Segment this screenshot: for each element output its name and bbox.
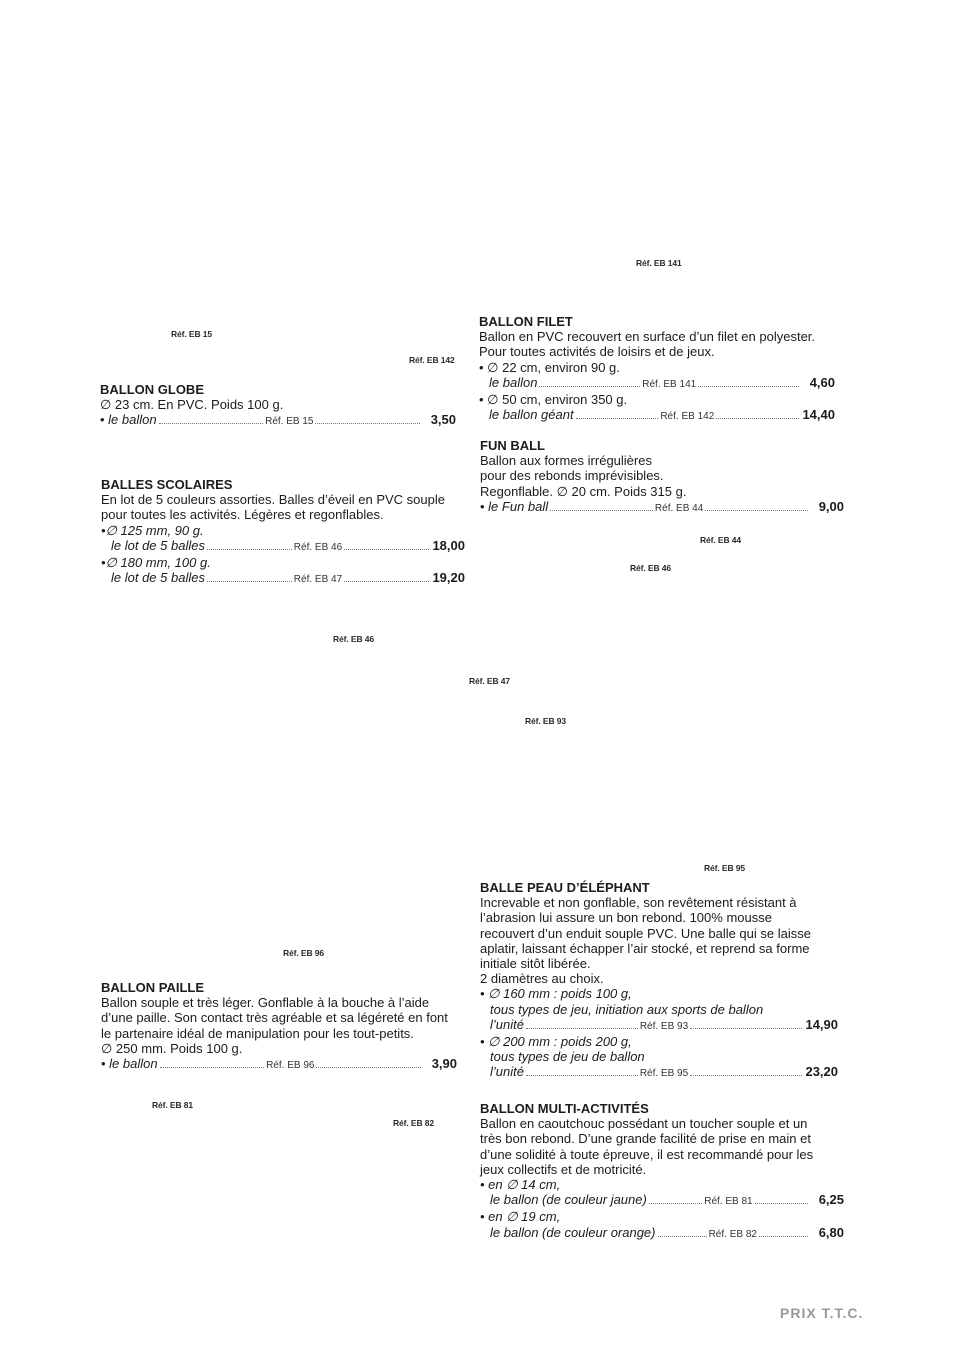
price-line	[479, 375, 835, 392]
product-description: ∅ 250 mm. Poids 100 g.	[101, 1040, 243, 1056]
product-balle-peau-elephant	[480, 880, 838, 1082]
item-label: le lot de 5 balles	[111, 570, 205, 586]
dot-leader	[759, 1236, 808, 1237]
item-label: le ballon	[489, 374, 538, 390]
item-ref: Réf. EB 44	[654, 502, 704, 514]
ref-tag-eb47: Réf. EB 47	[469, 676, 511, 686]
product-title: BALLON MULTI-ACTIVITÉS	[480, 1101, 649, 1116]
price-line	[480, 1192, 844, 1209]
option-spec: •∅ 125 mm, 90 g.	[101, 522, 204, 538]
item-label: le lot de 5 balles	[111, 537, 205, 553]
bullet: •	[101, 1056, 110, 1072]
price-line	[480, 1225, 844, 1242]
product-description: jeux collectifs et de motricité.	[480, 1161, 647, 1177]
dot-leader	[690, 1028, 802, 1029]
product-ballon-paille	[101, 980, 457, 1073]
option-spec: • en ∅ 14 cm,	[480, 1177, 561, 1193]
prices-footer: PRIX T.T.C.	[780, 1305, 864, 1321]
product-description: Ballon en caoutchouc possédant un toucher souple et un	[480, 1116, 808, 1132]
bullet: •	[480, 498, 489, 514]
bullet: •	[100, 412, 109, 428]
ref-tag-eb142: Réf. EB 142	[409, 355, 455, 365]
product-description: l’abrasion lui assure un bon rebond. 100% mousse	[480, 910, 772, 926]
item-ref: Réf. EB 96	[266, 1060, 315, 1072]
dot-leader	[755, 1203, 808, 1204]
option-usage: tous types de jeu de ballon	[490, 1049, 645, 1065]
item-ref: Réf. EB 47	[293, 574, 343, 586]
item-label: le ballon	[109, 1056, 158, 1072]
dot-leader	[690, 1075, 802, 1076]
product-description: Ballon souple et très léger. Gonflable à la bouche à l’aide	[101, 995, 430, 1011]
item-price: 14,40	[802, 407, 835, 423]
product-description: recouvert d’un enduit souple PVC. Une balle qui se laisse	[480, 925, 811, 941]
product-description: initiale sitôt libérée.	[480, 956, 591, 972]
product-description: le partenaire idéal de manipulation pour les tout-petits.	[101, 1025, 414, 1041]
dot-leader	[526, 1028, 638, 1029]
item-label: l’unité	[490, 1064, 524, 1080]
dot-leader	[159, 423, 264, 424]
product-fun-ball	[480, 438, 844, 516]
product-ballon-multi-activites	[480, 1101, 844, 1242]
item-price: 14,90	[805, 1016, 839, 1032]
product-description: ∅ 23 cm. En PVC. Poids 100 g.	[100, 397, 284, 413]
item-ref: Réf. EB 46	[293, 541, 343, 553]
item-price: 6,25	[818, 1192, 844, 1208]
price-line	[480, 1017, 838, 1034]
item-price: 9,00	[818, 498, 845, 514]
product-description: 2 diamètres au choix.	[480, 971, 604, 987]
dot-leader	[344, 549, 429, 550]
product-description: En lot de 5 couleurs assorties. Balles d’éveil en PVC souple	[101, 492, 445, 508]
product-description: Ballon aux formes irrégulières	[480, 453, 652, 469]
dot-leader	[526, 1075, 638, 1076]
ref-tag-eb82: Réf. EB 82	[393, 1118, 435, 1128]
product-title: BALLE PEAU D’ÉLÉPHANT	[480, 880, 650, 895]
item-label: le ballon géant	[489, 407, 574, 423]
dot-leader	[698, 386, 799, 387]
product-description: Ballon en PVC recouvert en surface d’un filet en polyester.	[479, 329, 816, 345]
ref-tag-eb93: Réf. EB 93	[525, 716, 567, 726]
price-line	[101, 1056, 457, 1073]
product-description: Increvable et non gonflable, son revêtement résistant à	[480, 895, 797, 911]
dot-leader	[344, 581, 429, 582]
item-label: le ballon (de couleur jaune)	[490, 1192, 647, 1208]
ref-tag-eb15: Réf. EB 15	[171, 329, 213, 339]
dot-leader	[207, 581, 292, 582]
option-spec: • ∅ 160 mm : poids 100 g,	[480, 986, 632, 1002]
price-line	[479, 407, 835, 424]
ref-tag-eb44: Réf. EB 44	[700, 535, 742, 545]
option-spec: • ∅ 50 cm, environ 350 g.	[479, 392, 628, 408]
price-line	[101, 538, 465, 555]
item-ref: Réf. EB 15	[265, 416, 314, 428]
item-label: l’unité	[490, 1016, 524, 1032]
dot-leader	[705, 510, 808, 511]
item-label: le ballon (de couleur orange)	[490, 1224, 656, 1240]
item-price: 3,90	[431, 1056, 457, 1072]
dot-leader	[649, 1203, 702, 1204]
item-price: 18,00	[432, 537, 465, 553]
product-ballon-globe	[100, 382, 456, 430]
ref-tag-eb95: Réf. EB 95	[704, 863, 746, 873]
dot-leader	[160, 1067, 265, 1068]
product-title: BALLON FILET	[479, 314, 573, 329]
product-balles-scolaires	[101, 477, 465, 587]
product-title: BALLON GLOBE	[100, 382, 204, 397]
item-price: 6,80	[818, 1224, 845, 1240]
item-label: le ballon	[108, 412, 157, 428]
option-spec: • ∅ 22 cm, environ 90 g.	[479, 359, 620, 375]
product-description: aplatir, laissant échapper l’air stocké, et reprend sa forme	[480, 940, 810, 956]
product-description: pour des rebonds imprévisibles.	[480, 468, 664, 484]
option-spec: •∅ 180 mm, 100 g.	[101, 555, 211, 571]
product-title: FUN BALL	[480, 438, 545, 453]
dot-leader	[539, 386, 640, 387]
product-ballon-filet	[479, 314, 835, 424]
price-line	[480, 499, 844, 516]
dot-leader	[550, 510, 653, 511]
product-description: très bon rebond. D’une grande facilité de prise en main et	[480, 1131, 811, 1147]
item-price: 23,20	[805, 1064, 839, 1080]
ref-tag-eb96: Réf. EB 96	[283, 948, 325, 958]
product-description: d’une solidité à toute épreuve, il est recommandé pour les	[480, 1146, 814, 1162]
item-ref: Réf. EB 81	[704, 1196, 753, 1208]
dot-leader	[315, 423, 420, 424]
product-description: d’une paille. Son contact très agréable et sa légéreté en font	[101, 1010, 448, 1026]
item-label: le Fun ball	[488, 498, 549, 514]
price-line	[100, 412, 456, 429]
item-ref: Réf. EB 95	[639, 1068, 689, 1080]
item-ref: Réf. EB 82	[708, 1228, 757, 1240]
item-ref: Réf. EB 142	[660, 411, 715, 423]
product-description: Pour toutes activités de loisirs et de jeux.	[479, 344, 715, 360]
dot-leader	[716, 418, 799, 419]
product-title: BALLES SCOLAIRES	[101, 477, 233, 492]
product-description: Regonflable. ∅ 20 cm. Poids 315 g.	[480, 483, 687, 499]
option-spec: • ∅ 200 mm : poids 200 g,	[480, 1034, 632, 1050]
option-spec: • en ∅ 19 cm,	[480, 1209, 561, 1225]
item-ref: Réf. EB 93	[639, 1020, 689, 1032]
dot-leader	[658, 1236, 707, 1237]
item-price: 19,20	[432, 570, 465, 586]
price-line	[101, 570, 465, 587]
item-price: 3,50	[430, 412, 456, 428]
dot-leader	[207, 549, 292, 550]
ref-tag-eb141: Réf. EB 141	[636, 258, 682, 268]
ref-tag-eb46: Réf. EB 46	[333, 634, 375, 644]
item-price: 4,60	[809, 374, 836, 390]
ref-tag-eb81: Réf. EB 81	[152, 1100, 194, 1110]
option-usage: tous types de jeu, initiation aux sports de ballon	[490, 1001, 764, 1017]
dot-leader	[576, 418, 659, 419]
dot-leader	[316, 1067, 421, 1068]
item-ref: Réf. EB 141	[642, 378, 697, 390]
ref-tag-eb46: Réf. EB 46	[630, 563, 672, 573]
price-line	[480, 1064, 838, 1081]
product-description: pour toutes les activités. Légères et regonflables.	[101, 507, 384, 523]
product-title: BALLON PAILLE	[101, 980, 205, 995]
